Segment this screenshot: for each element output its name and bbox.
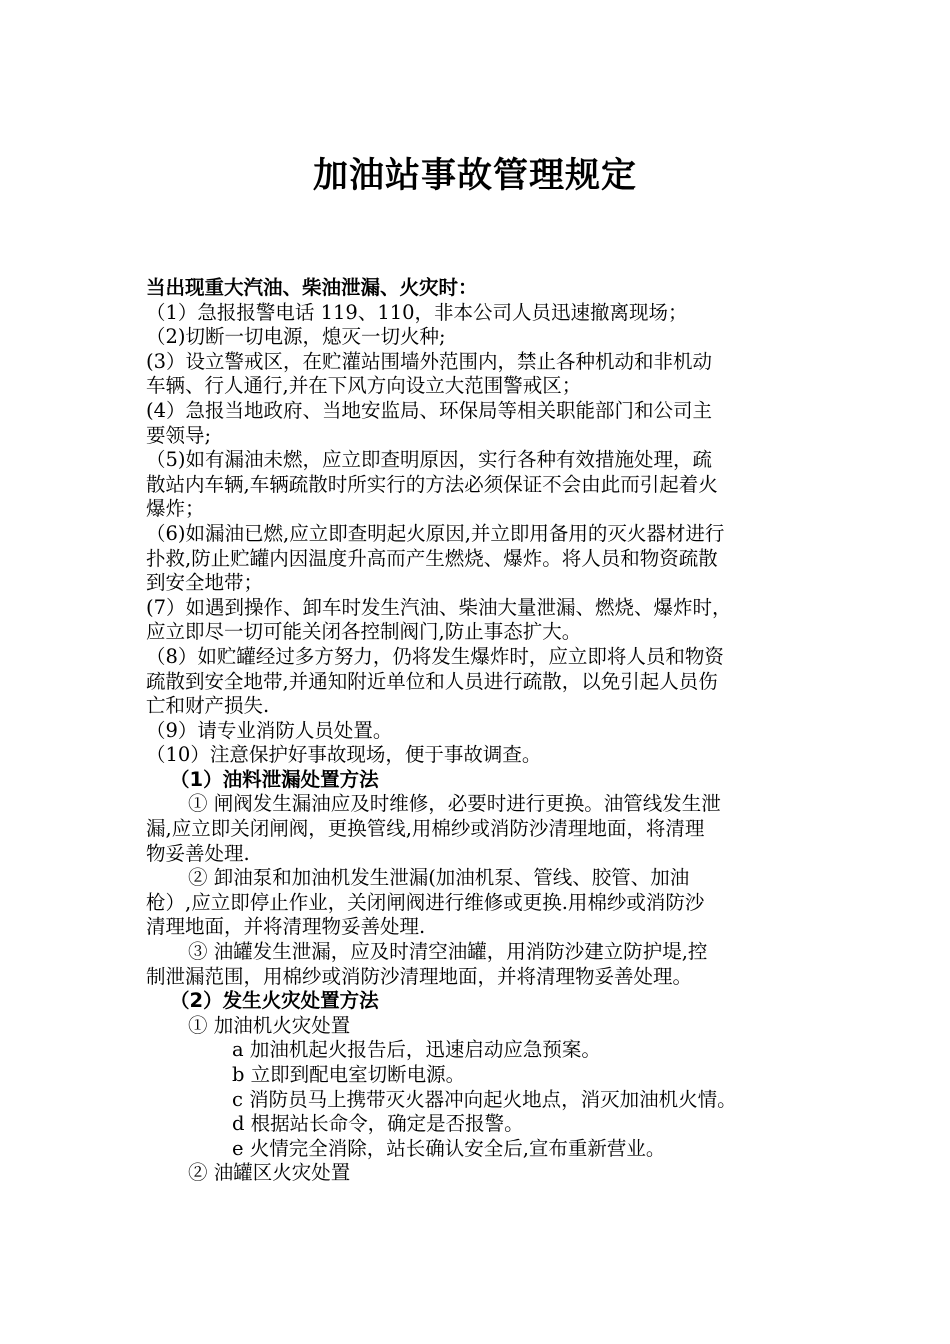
- paragraph-line: d 根据站长命令，确定是否报警。: [232, 1112, 524, 1136]
- paragraph-line: （8）如贮罐经过多方努力，仍将发生爆炸时，应立即将人员和物资: [146, 644, 724, 668]
- paragraph-line: （9）请专业消防人员处置。: [146, 718, 393, 742]
- paragraph-line: 散站内车辆,车辆疏散时所实行的方法必须保证不会由此而引起着火: [146, 472, 718, 496]
- paragraph-line: 应立即尽一切可能关闭各控制阀门,防止事态扩大。: [146, 620, 582, 644]
- section-heading: （1）油料泄漏处置方法: [170, 767, 379, 791]
- paragraph-line: a 加油机起火报告后，迅速启动应急预案。: [232, 1038, 601, 1062]
- paragraph-line: (7）如遇到操作、卸车时发生汽油、柴油大量泄漏、燃烧、爆炸时，: [146, 595, 732, 619]
- paragraph-line: ③ 油罐发生泄漏，应及时清空油罐，用消防沙建立防护堤,控: [188, 940, 708, 964]
- paragraph-line: 到安全地带；: [146, 571, 264, 595]
- paragraph-line: 车辆、行人通行,并在下风方向设立大范围警戒区；: [146, 374, 582, 398]
- paragraph-line: 要领导;: [146, 423, 212, 447]
- paragraph-line: 爆炸；: [146, 497, 205, 521]
- paragraph-line: e 火情完全消除，站长确认安全后,宣布重新营业。: [232, 1136, 666, 1160]
- paragraph-line: b 立即到配电室切断电源。: [232, 1063, 466, 1086]
- document-body: [146, 276, 812, 1186]
- section-heading: （2）发生火灾处置方法: [170, 989, 379, 1013]
- document-title: 加油站事故管理规定: [312, 156, 637, 196]
- paragraph-line: ② 油罐区火灾处置: [188, 1161, 351, 1185]
- paragraph-line: 漏,应立即关闭闸阀，更换管线,用棉纱或消防沙清理地面，将清理: [146, 817, 705, 841]
- paragraph-line: （2)切断一切电源，熄灭一切火种;: [146, 325, 446, 349]
- paragraph-line: （1）急报报警电话 119、110，非本公司人员迅速撤离现场；: [146, 300, 688, 324]
- section-heading: 当出现重大汽油、柴油泄漏、火灾时：: [146, 276, 478, 299]
- paragraph-line: 扑救,防止贮罐内因温度升高而产生燃烧、爆炸。将人员和物资疏散: [146, 546, 718, 570]
- paragraph-line: c 消防员马上携带灭火器冲向起火地点，消灭加油机火情。: [232, 1087, 737, 1111]
- paragraph-line: 枪）,应立即停止作业，关闭闸阀进行维修或更换.用棉纱或消防沙: [146, 890, 705, 914]
- paragraph-line: ① 闸阀发生漏油应及时维修，必要时进行更换。油管线发生泄: [188, 792, 721, 816]
- paragraph-line: 清理地面，并将清理物妥善处理.: [146, 915, 426, 939]
- paragraph-line: 亡和财产损失.: [146, 694, 270, 718]
- paragraph-line: （5)如有漏油未燃，应立即查明原因，实行各种有效措施处理，疏: [146, 448, 713, 472]
- paragraph-line: 物妥善处理.: [146, 841, 250, 865]
- paragraph-line: (3）设立警戒区，在贮灌站围墙外范围内，禁止各种机动和非机动: [146, 349, 713, 373]
- paragraph-line: ① 加油机火灾处置: [188, 1013, 351, 1037]
- paragraph-line: 疏散到安全地带,并通知附近单位和人员进行疏散，以免引起人员伤: [146, 669, 718, 693]
- paragraph-line: （10）注意保护好事故现场，便于事故调查。: [146, 743, 542, 767]
- paragraph-line: ② 卸油泵和加油机发生泄漏(加油机泵、管线、胶管、加油: [188, 866, 690, 890]
- paragraph-line: 制泄漏范围，用棉纱或消防沙清理地面，并将清理物妥善处理。: [146, 964, 693, 988]
- paragraph-line: (4）急报当地政府、当地安监局、环保局等相关职能部门和公司主: [146, 398, 713, 422]
- paragraph-line: （6)如漏油已燃,应立即查明起火原因,并立即用备用的灭火器材进行: [146, 521, 725, 545]
